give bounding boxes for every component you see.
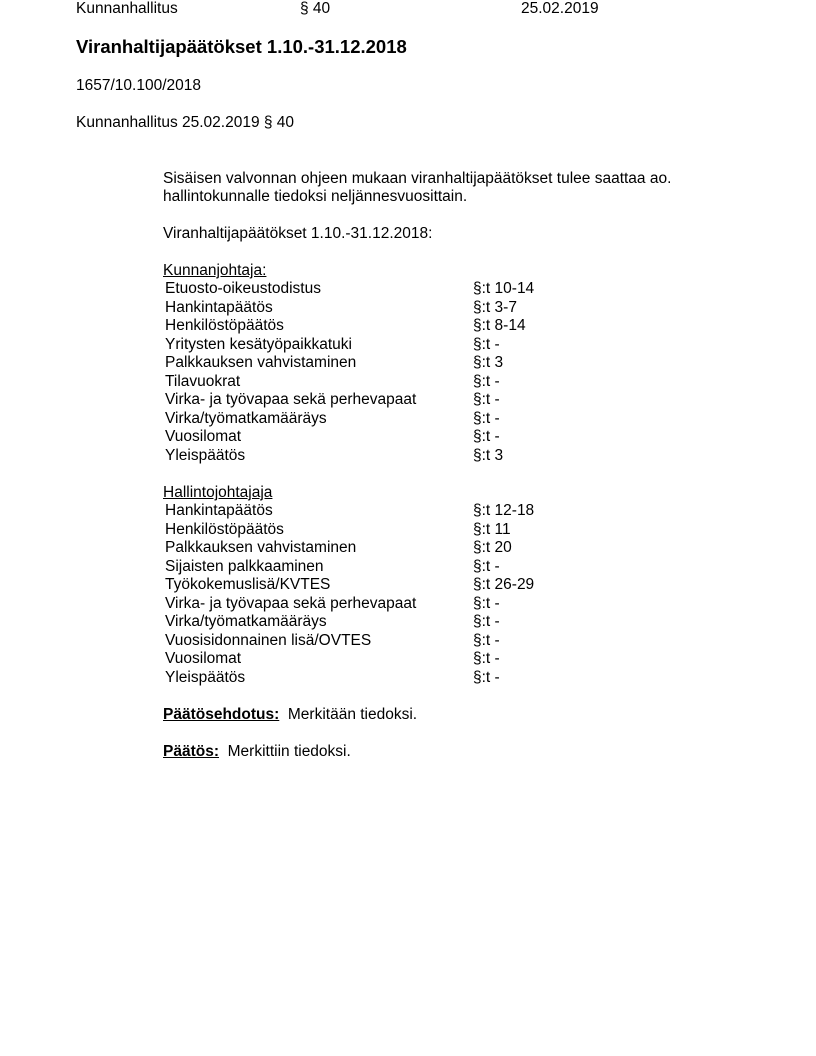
list-item (165, 576, 565, 595)
proposal-text: Merkitään tiedoksi. (287, 706, 418, 723)
item-label: Virka/työmatkamääräys (165, 613, 327, 631)
header-body: Kunnanhallitus (76, 0, 178, 17)
list-item (165, 521, 565, 540)
list-item (165, 558, 565, 577)
item-value: §:t - (473, 335, 500, 353)
list-item (165, 428, 565, 447)
list-item (165, 632, 565, 651)
item-label: Yritysten kesätyöpaikkatuki (165, 335, 352, 353)
list-item (165, 280, 565, 299)
page-title: Viranhaltijapäätökset 1.10.-31.12.2018 (76, 36, 407, 57)
list-item (165, 317, 565, 336)
item-label: Vuosilomat (165, 650, 242, 668)
header-date: 25.02.2019 (521, 0, 599, 17)
item-label: Hankintapäätös (165, 298, 273, 316)
item-value: §:t 11 (473, 520, 511, 538)
item-label: Yleispäätös (165, 446, 246, 464)
meeting-reference: Kunnanhallitus 25.02.2019 § 40 (76, 114, 295, 131)
item-value: §:t - (473, 594, 500, 612)
item-label: Palkkauksen vahvistaminen (165, 354, 357, 372)
list-heading: Viranhaltijapäätökset 1.10.-31.12.2018: (163, 225, 433, 242)
proposal-label: Päätösehdotus: (163, 706, 280, 723)
intro-line-1: Sisäisen valvonnan ohjeen mukaan viranhaltijapäätökset tulee saattaa ao. (163, 170, 672, 187)
item-value: §:t 3-7 (473, 298, 517, 316)
item-value: §:t - (473, 631, 500, 649)
item-value: §:t 26-29 (473, 576, 535, 594)
item-label: Henkilöstöpäätös (165, 520, 284, 538)
item-label: Virka/työmatkamääräys (165, 409, 327, 427)
item-value: §:t 20 (473, 539, 512, 557)
list-item (165, 650, 565, 669)
list-item (165, 613, 565, 632)
item-label: Virka- ja työvapaa sekä perhevapaat (165, 594, 417, 612)
decision-label: Päätös: (163, 743, 219, 760)
item-label: Palkkauksen vahvistaminen (165, 539, 357, 557)
item-label: Vuosisidonnainen lisä/OVTES (165, 631, 372, 649)
item-value: §:t - (473, 428, 500, 446)
list-item (165, 299, 565, 318)
diary-number: 1657/10.100/2018 (76, 77, 201, 94)
list-item (165, 410, 565, 429)
group-heading: Kunnanjohtaja: (163, 262, 267, 279)
item-label: Yleispäätös (165, 668, 246, 686)
list-item (165, 391, 565, 410)
item-label: Sijaisten palkkaaminen (165, 557, 324, 575)
item-value: §:t - (473, 391, 500, 409)
item-label: Tilavuokrat (165, 372, 241, 390)
item-value: §:t - (473, 668, 500, 686)
item-value: §:t 12-18 (473, 502, 535, 519)
item-value: §:t - (473, 650, 500, 668)
list-item (165, 354, 565, 373)
list-item (165, 539, 565, 558)
list-item (165, 502, 565, 521)
group-heading: Hallintojohtajaja (163, 484, 273, 501)
decision (163, 743, 351, 761)
item-label: Virka- ja työvapaa sekä perhevapaat (165, 391, 417, 409)
item-value: §:t 10-14 (473, 280, 535, 297)
header-section: § 40 (300, 0, 331, 17)
item-value: §:t 3 (473, 446, 504, 464)
list-item (165, 373, 565, 392)
item-label: Etuosto-oikeustodistus (165, 280, 321, 297)
item-label: Hankintapäätös (165, 502, 273, 519)
item-label: Henkilöstöpäätös (165, 317, 284, 335)
list-item (165, 595, 565, 614)
item-label: Työkokemuslisä/KVTES (165, 576, 331, 594)
list-item (165, 447, 565, 466)
item-value: §:t - (473, 557, 500, 575)
decision-text: Merkittiin tiedoksi. (227, 743, 351, 760)
item-value: §:t - (473, 613, 500, 631)
item-value: §:t - (473, 409, 500, 427)
intro-line-2: hallintokunnalle tiedoksi neljännesvuosittain. (163, 188, 468, 205)
item-value: §:t 8-14 (473, 317, 526, 335)
item-value: §:t - (473, 372, 500, 390)
list-item (165, 336, 565, 355)
item-label: Vuosilomat (165, 428, 242, 446)
list-item (165, 669, 565, 688)
proposal (163, 706, 417, 724)
item-value: §:t 3 (473, 354, 504, 372)
